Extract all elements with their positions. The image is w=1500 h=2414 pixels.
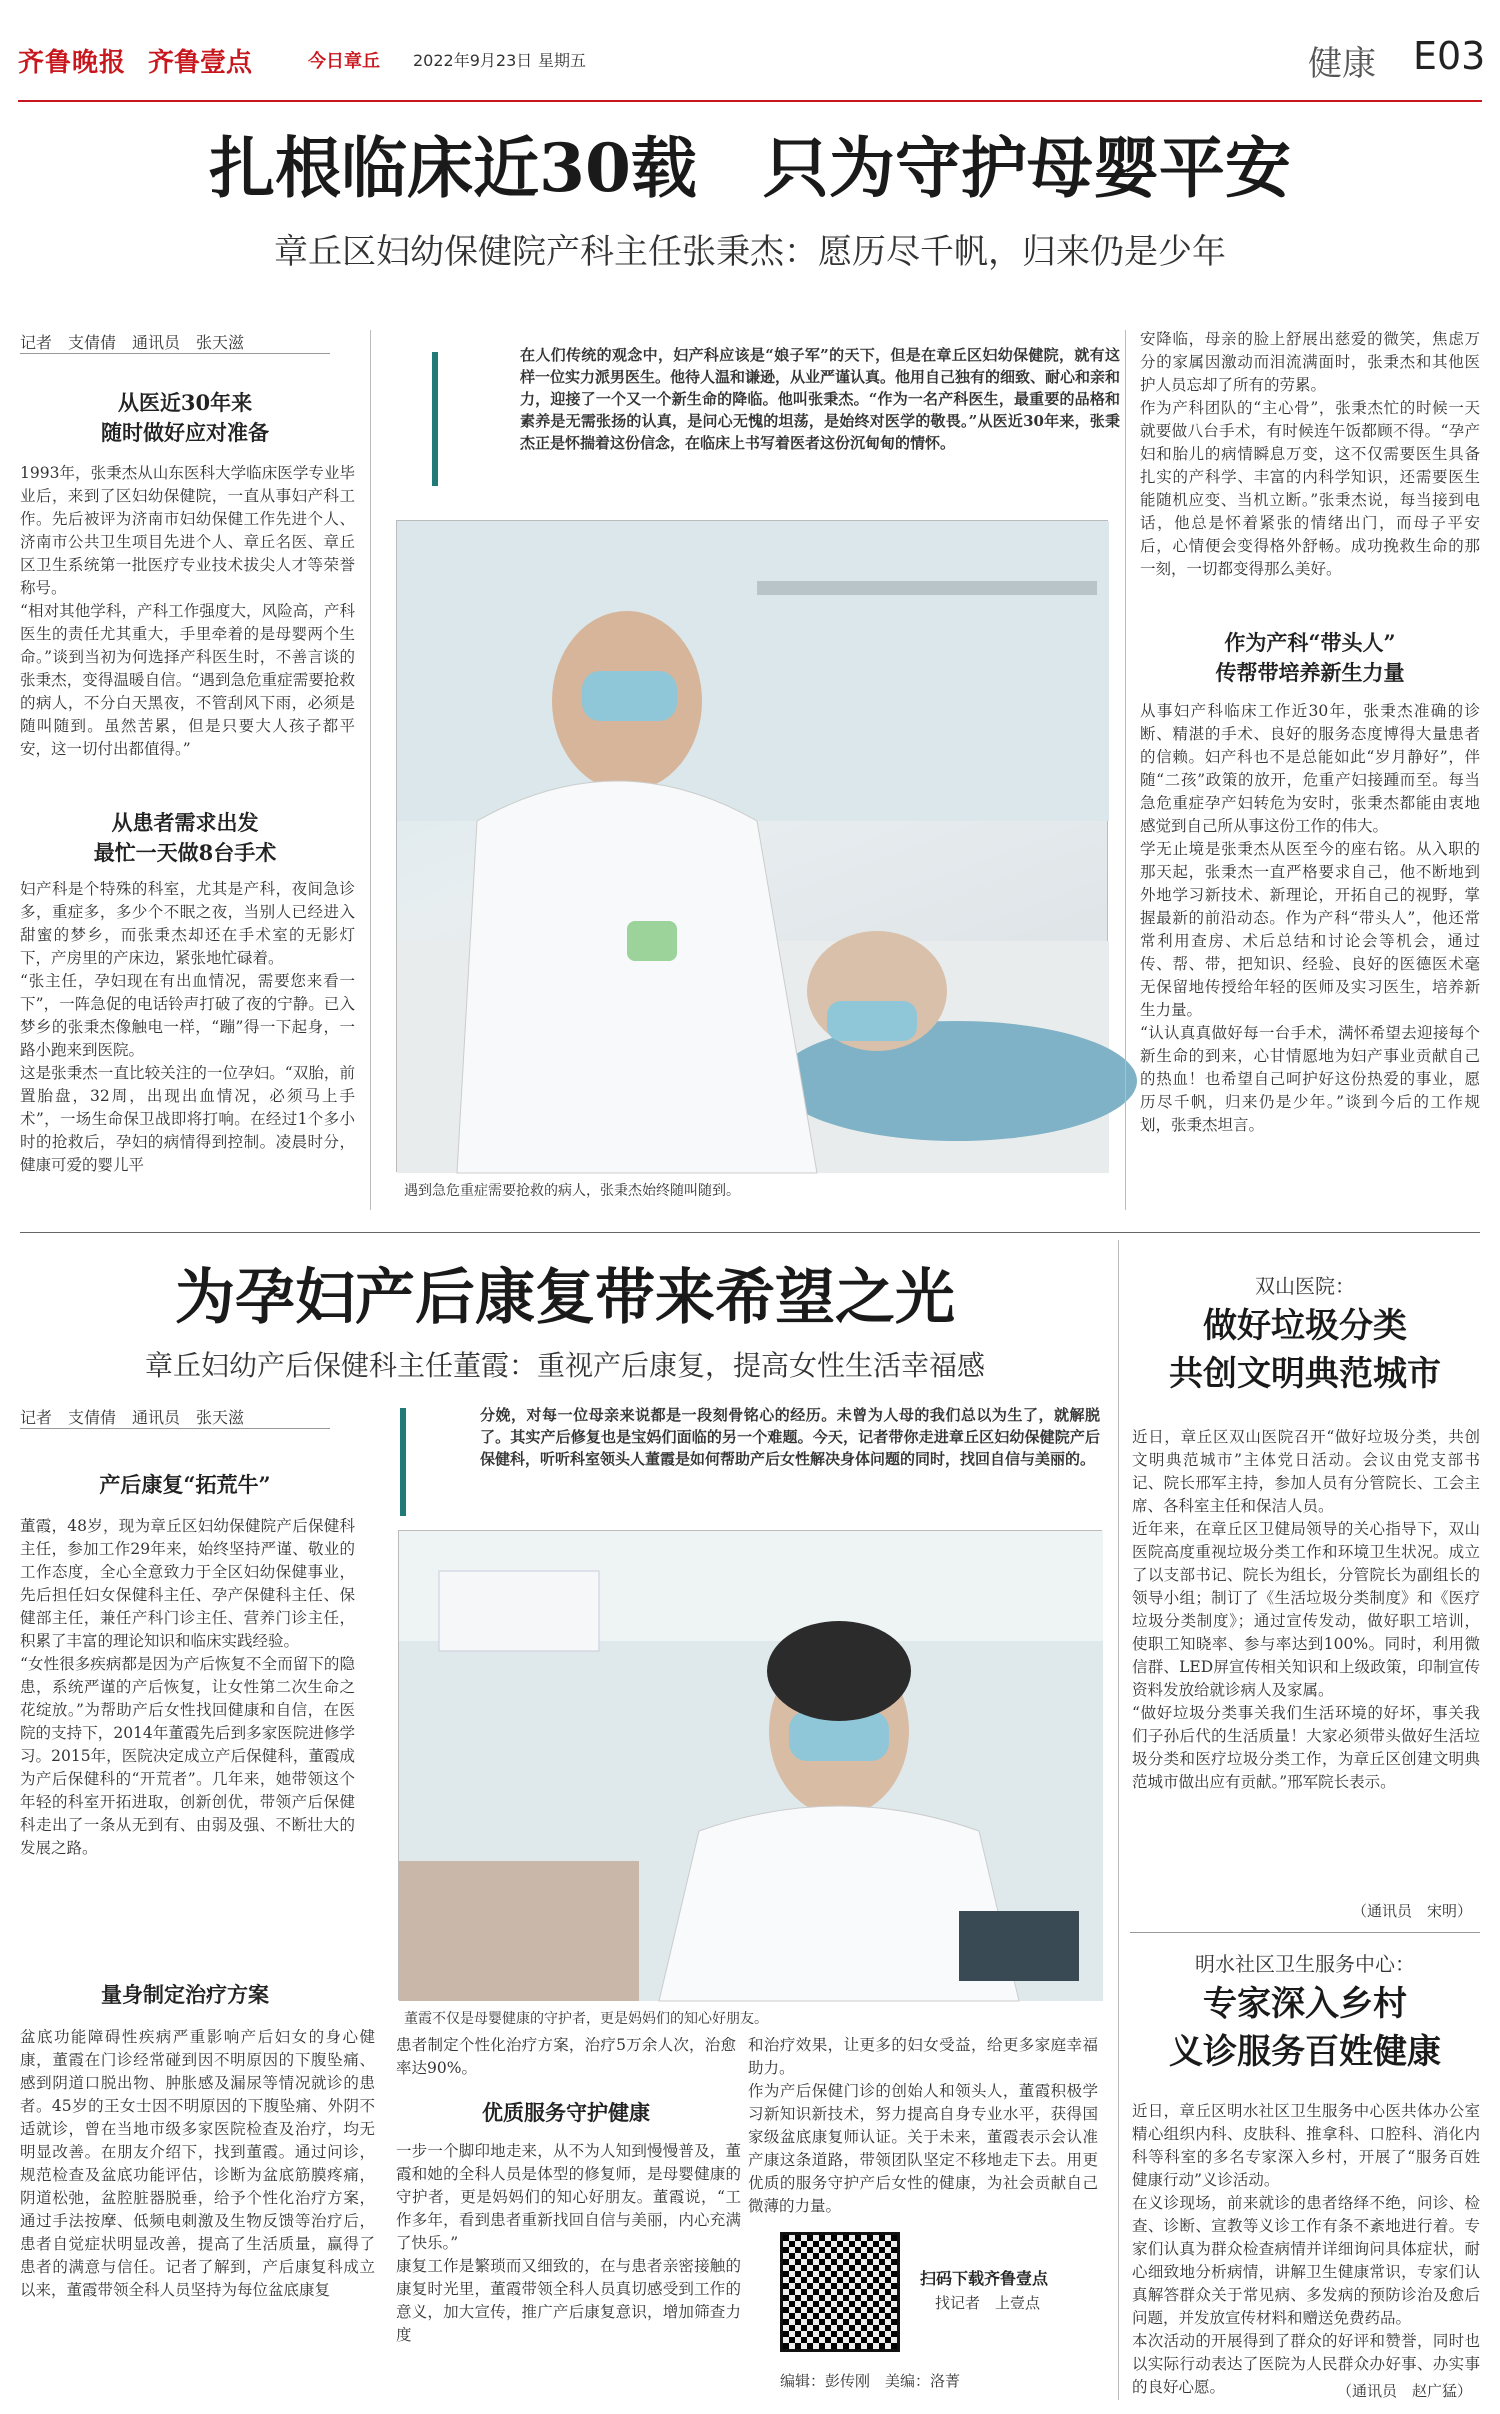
column-divider xyxy=(370,330,371,1210)
side2-title: 专家深入乡村 义诊服务百姓健康 xyxy=(1169,1984,1441,2072)
section-name: 健康 xyxy=(1308,44,1376,84)
article2-headline: 为孕妇产后康复带来希望之光 xyxy=(175,1263,955,1333)
article1-photo-caption: 遇到急危重症需要抢救的病人，张秉杰始终随叫随到。 xyxy=(404,1183,740,1199)
issue-date: 2022年9月23日 xyxy=(413,51,533,70)
article1-section2-text: 妇产科是个特殊的科室，尤其是产科，夜间急诊多，重症多，多少个不眠之夜，当别人已经进入甜蜜的梦乡，而张秉杰却还在手术室的无影灯下，产房里的产床边，紧张地忙碌着。 “张主任，孕妇现在有出血情况，需要您来看一下”，一阵急促的电话铃声打破了夜的宁静。已入梦乡的张秉杰像触电一样，“蹦”得一下起身，一路小跑来到医院。 这是张秉杰一直比较关注的一位孕妇。“双胎，前置胎盘，32周，出现出血情况，必须马上手术”，一场生命保卫战即将打响。在经过1个多小时的抢救后，孕妇的病情得到控制。凌晨时分，健康可爱的婴儿平 xyxy=(20,880,355,1174)
article2-section2-text: 盆底功能障碍性疾病严重影响产后妇女的身心健康，董霞在门诊经常碰到因不明原因的下腹坠痛、感到阴道口脱出物、肿胀感及漏尿等情况就诊的患者。45岁的王女士因不明原因的下腹坠痛、外阴不适就诊，曾在当地市级多家医院检查及治疗，均无明显改善。在朋友介绍下，找到董霞。通过问诊，规范检查及盆底功能评估，诊断为盆底筋膜疼痛，阴道松弛，盆腔脏器脱垂，给予个性化治疗方案，通过手法按摩、低频电刺激及生物反馈等治疗后，患者自觉症状明显改善，提高了生活质量，赢得了患者的满意与信任。记者了解到，产后康复科成立以来，董霞带领全科人员坚持为每位盆底康复 xyxy=(20,2028,375,2299)
article2-subhead: 章丘妇幼产后保健科主任董霞：重视产后康复，提高女性生活幸福感 xyxy=(144,1349,985,1382)
article1-byline: 记者 支倩倩 通讯员 张天滋 xyxy=(20,333,245,352)
lead-accent-bar xyxy=(400,1408,406,1516)
scan-prompt: 扫码下载齐鲁壹点 xyxy=(920,2269,1049,2288)
side2-credit: （通讯员 赵广猛） xyxy=(1336,2382,1472,2400)
article2-section1-title: 产后康复“拓荒牛” xyxy=(99,1472,271,1497)
article2-photo-caption: 董霞不仅是母婴健康的守护者，更是妈妈们的知心好朋友。 xyxy=(404,2011,768,2027)
side2-kicker: 明水社区卫生服务中心： xyxy=(1195,1952,1415,1976)
article1-section2-title: 从患者需求出发 最忙一天做8台手术 xyxy=(93,810,277,865)
article1-section3-text: 从事妇产科临床工作近30年，张秉杰准确的诊断、精湛的手术、良好的服务态度博得大量患者的信赖。妇产科也不是总能如此“岁月静好”，伴随“二孩”政策的放开，危重产妇接踵而至。每当急危重症孕产妇转危为安时，张秉杰都能由衷地感觉到自己所从事这份工作的伟大。 学无止境是张秉杰从医至今的座右铭。从入职的那天起，张秉杰一直严格要求自己，他不断地到外地学习新技术、新理论，开拓自己的视野，掌握最新的前沿动态。作为产科“带头人”，他还常常利用查房、术后总结和讨论会等机会，通过传、帮、带，把知识、经验、良好的医德医术毫无保留地传授给年轻的医师及实习医生，培养新生力量。 “认认真真做好每一台手术，满怀希望去迎接每个新生命的到来，心甘情愿地为妇产事业贡献自己的热血！也希望自己呵护好这份热爱的事业，愿历尽千帆，归来仍是少年。”谈到今后的工作规划，张秉杰坦言。 xyxy=(1140,702,1480,1134)
article2-section3-text: 一步一个脚印地走来，从不为人知到慢慢普及，董霞和她的全科人员是体型的修复师，是母婴健康的守护者，更是妈妈们的知心好朋友。董霞说，“工作多年，看到患者重新找回自信与美丽，内心充满了快乐。” 康复工作是繁琐而又细致的，在与患者亲密接触的康复时光里，董霞带领全科人员真切感受到工作的意义，加大宣传，推广产后康复意识，增加筛查力度 xyxy=(396,2142,741,2344)
scan-prompt-sub: 找记者 上壹点 xyxy=(935,2294,1041,2312)
article1-subhead: 章丘区妇幼保健院产科主任张秉杰：愿历尽千帆，归来仍是少年 xyxy=(274,232,1226,272)
article2-section3-title: 优质服务守护健康 xyxy=(482,2100,650,2125)
side1-credit: （通讯员 宋明） xyxy=(1351,1902,1472,1920)
page-number: E03 xyxy=(1413,34,1486,78)
side1-title: 做好垃圾分类 共创文明典范城市 xyxy=(1169,1306,1441,1394)
issue-weekday: 星期五 xyxy=(538,51,587,70)
article1-photo xyxy=(396,520,1108,1172)
article1-section1-text: 1993年，张秉杰从山东医科大学临床医学专业毕业后，来到了区妇幼保健院，一直从事妇产科工作。先后被评为济南市妇幼保健工作先进个人、济南市公共卫生项目先进个人、章丘名医、章丘区卫生系统第一批医疗专业技术拔尖人才等荣誉称号。 “相对其他学科，产科工作强度大，风险高，产科医生的责任尤其重大，手里牵着的是母婴两个生命。”谈到当初为何选择产科医生时，不善言谈的张秉杰，变得温暖自信。“遇到急危重症需要抢救的病人，不分白天黑夜，不管刮风下雨，必须是随叫随到。虽然苦累，但是只要大人孩子都平安，这一切付出都值得。” xyxy=(20,464,355,758)
side2-text: 近日，章丘区明水社区卫生服务中心医共体办公室精心组织内科、皮肤科、推拿科、口腔科、消化内科等科室的多名专家深入乡村，开展了“服务百姓健康行动”义诊活动。 在义诊现场，前来就诊的患者络绎不绝，问诊、检查、诊断、宣教等义诊工作有条不紊地进行着。专家们认真为群众检查病情并详细询问具体症状，耐心细致地分析病情，讲解卫生健康常识，专家们认真解答群众关于常见病、多发病的预防诊治及愈后问题，并发放宣传材料和赠送免费药品。 本次活动的开展得到了群众的好评和赞誉，同时也以实际行动表达了医院为人民群众办好事、办实事的良好心愿。 xyxy=(1132,2102,1480,2396)
column-divider xyxy=(1125,330,1126,1210)
byline-underline xyxy=(20,1428,330,1429)
article1-section2-continued: 安降临，母亲的脸上舒展出慈爱的微笑，焦虑万分的家属因激动而泪流满面时，张秉杰和其他医护人员忘却了所有的劳累。 作为产科团队的“主心骨”，张秉杰忙的时候一天就要做八台手术，有时候连午饭都顾不得。“孕产妇和胎儿的病情瞬息万变，这不仅需要医生具备扎实的产科学、丰富的内科学知识，还需要医生能随机应变、当机立断。”张秉杰说，每当接到电话，他总是怀着紧张的情绪出门，而母子平安后，心情便会变得格外舒畅。成功挽救生命的那一刻，一切都变得那么美好。 xyxy=(1140,330,1480,578)
newspaper-logo: 齐鲁晚报 xyxy=(18,48,127,78)
article1-section3-title: 作为产科“带头人” 传帮带培养新生力量 xyxy=(1215,630,1405,685)
masthead-divider xyxy=(18,100,1482,102)
article-divider xyxy=(20,1232,1480,1233)
edition-name: 今日章丘 xyxy=(308,51,380,72)
editor-credit: 编辑：彭传刚 美编：洛菁 xyxy=(780,2372,961,2390)
article2-section2-title: 量身制定治疗方案 xyxy=(101,1982,269,2007)
article2-section1-text: 董霞，48岁，现为章丘区妇幼保健院产后保健科主任，参加工作29年来，始终坚持严谨、敬业的工作态度，全心全意致力于全区妇幼保健事业，先后担任妇女保健科主任、孕产保健科主任、保健部主任，兼任产科门诊主任、营养门诊主任，积累了丰富的理论知识和临床实践经验。 “女性很多疾病都是因为产后恢复不全而留下的隐患，系统严谨的产后恢复，让女性第二次生命之花绽放。”为帮助产后女性找回健康和自信，在医院的支持下，2014年董霞先后到多家医院进修学习。2015年，医院决定成立产后保健科，董霞成为产后保健科的“开荒者”。几年来，她带领这个年轻的科室开拓进取，创新创优，带领产后保健科走出了一条从无到有、由弱及强、不断壮大的发展之路。 xyxy=(20,1517,355,1857)
article2-section3-continued: 和治疗效果，让更多的妇女受益，给更多家庭幸福助力。 作为产后保健门诊的创始人和领头人，董霞积极学习新知识新技术，努力提高自身专业水平，获得国家级盆底康复师认证。关于未来，董霞表示会认准产康这条道路，带领团队坚定不移地走下去。用更优质的服务守护产后女性的健康，为社会贡献自己微薄的力量。 xyxy=(748,2036,1098,2215)
article1-section1-title: 从医近30年来 随时做好应对准备 xyxy=(101,390,269,445)
byline-underline xyxy=(20,353,330,354)
masthead xyxy=(18,28,1486,98)
lead-accent-bar xyxy=(432,352,438,486)
article1-lead: 在人们传统的观念中，妇产科应该是“娘子军”的天下，但是在章丘区妇幼保健院，就有这样一位实力派男医生。他待人温和谦逊，从业严谨认真。他用自己独有的细致、耐心和亲和力，迎接了一个又一个新生命的降临。他叫张秉杰。“作为一名产科医生，最重要的品格和素养是无需张扬的认真，是问心无愧的坦荡，是始终对医学的敬畏。”从医近30年来，张秉杰正是怀揣着这份信念，在临床上书写着医者这份沉甸甸的情怀。 xyxy=(520,346,1121,452)
qr-code-icon[interactable] xyxy=(780,2232,900,2352)
article1-headline: 扎根临床近30载 只为守护母婴平安 xyxy=(209,129,1291,207)
side2-header xyxy=(1130,1948,1480,1977)
article2-photo xyxy=(398,1530,1102,2000)
article2-byline: 记者 支倩倩 通讯员 张天滋 xyxy=(20,1408,245,1427)
sidebar-divider xyxy=(1130,1932,1480,1933)
column-divider xyxy=(1118,1240,1119,2400)
app-logo: 齐鲁壹点 xyxy=(148,48,253,78)
side1-header xyxy=(1130,1270,1480,1299)
side1-kicker: 双山医院： xyxy=(1255,1274,1355,1298)
article2-lead: 分娩，对每一位母亲来说都是一段刻骨铭心的经历。未曾为人母的我们总以为生了，就解脱了。其实产后修复也是宝妈们面临的另一个难题。今天，记者带你走进章丘区妇幼保健院产后保健科，听听科室领头人董霞是如何帮助产后女性解决身体问题的同时，找回自信与美丽的。 xyxy=(480,1406,1100,1468)
article2-section2-continued: 患者制定个性化治疗方案，治疗5万余人次，治愈率达90%。 xyxy=(396,2036,736,2077)
side1-text: 近日，章丘区双山医院召开“做好垃圾分类，共创文明典范城市”主体党日活动。会议由党支部书记、院长邢军主持，参加人员有分管院长、工会主席、各科室主任和保洁人员。 近年来，在章丘区卫健局领导的关心指导下，双山医院高度重视垃圾分类工作和环境卫生状况。成立了以支部书记、院长为组长，分管院长为副组长的领导小组；制订了《生活垃圾分类制度》和《医疗垃圾分类制度》；通过宣传发动，做好职工培训，使职工知晓率、参与率达到100%。同时，利用微信群、LED屏宣传相关知识和上级政策，印制宣传资料发放给就诊病人及家属。 “做好垃圾分类事关我们生活环境的好坏，事关我们子孙后代的生活质量！大家必须带头做好生活垃圾分类和医疗垃圾分类工作，为章丘区创建文明典范城市做出应有贡献。”邢军院长表示。 xyxy=(1132,1428,1480,1791)
